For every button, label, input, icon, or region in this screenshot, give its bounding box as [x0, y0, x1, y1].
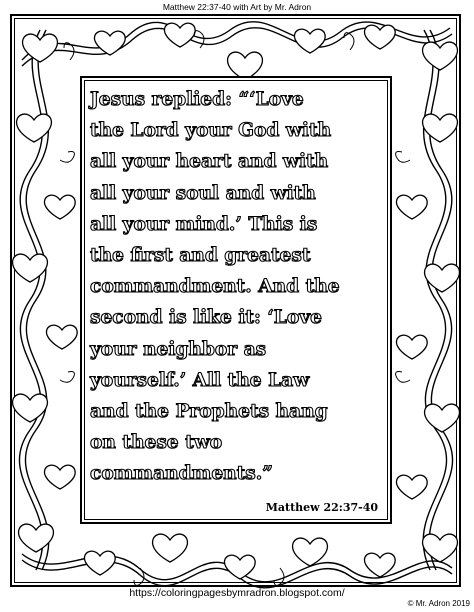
- verse-line: your neighbor as: [90, 338, 267, 360]
- verse-line: yourself.’ All the Law: [90, 369, 310, 391]
- verse-line: Jesus replied: “‘Love: [90, 89, 304, 110]
- verse-line: commandment. And the: [90, 276, 340, 298]
- header-label: Matthew 22:37-40 with Art by Mr. Adron: [162, 2, 312, 12]
- verse-line: all your mind.’ This is: [90, 213, 318, 235]
- verse-line: all your heart and with: [90, 151, 329, 173]
- verse-line: commandments.”: [90, 463, 273, 485]
- verse-text: [90, 84, 384, 490]
- verse-line: the Lord your God with: [90, 120, 332, 142]
- verse-line: and the Prophets hang: [90, 401, 328, 423]
- footer-url-link[interactable]: https://coloringpagesbymradron.blogspot.com/: [129, 587, 345, 599]
- verse-reference: Matthew 22:37-40: [265, 501, 378, 514]
- verse-line: second is like it: ‘Love: [90, 307, 322, 329]
- verse-line: the first and greatest: [90, 245, 311, 267]
- verse-line: on these two: [90, 432, 223, 454]
- verse-line: all your soul and with: [90, 182, 316, 204]
- copyright-notice: © Mr. Adron 2019: [407, 599, 470, 608]
